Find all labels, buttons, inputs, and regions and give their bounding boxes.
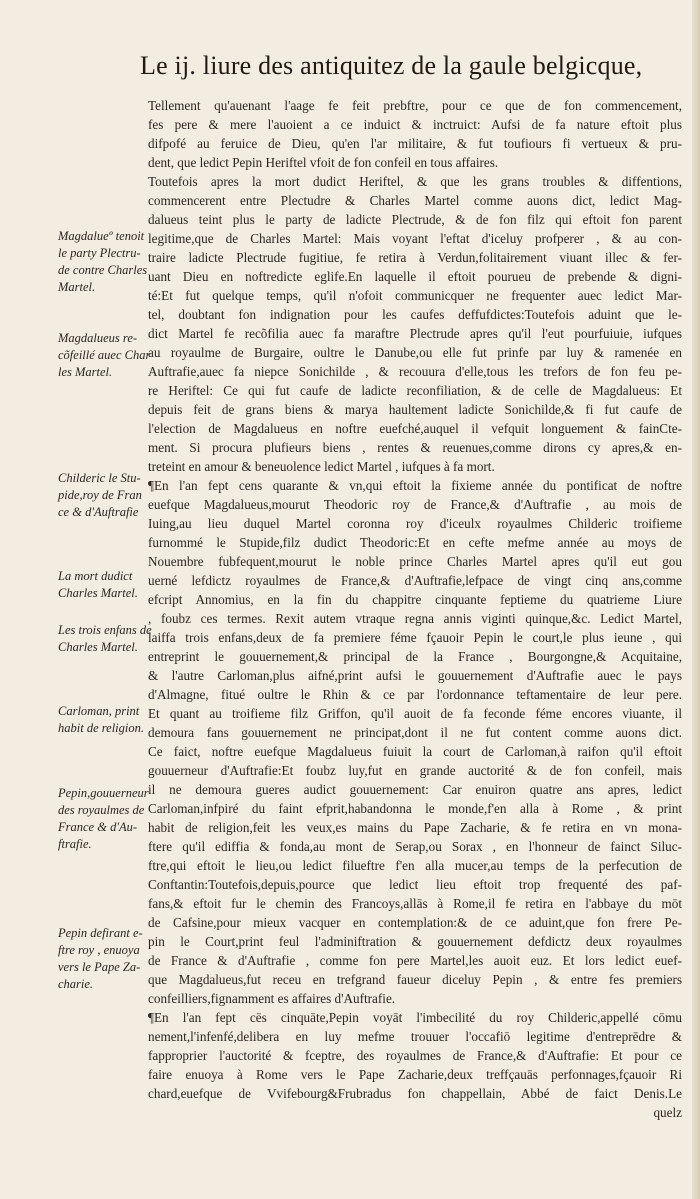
text-line: il ne demoura gueres audict gouuernement: Car enuiron quatre ans apres, ledict [148,782,682,797]
margin-note-line: pide,roy de Fran [58,488,142,502]
text-line: habit de religion,feit les veux,es mains du Pape Zacharie, & fe retira en vn mona- [148,820,682,835]
margin-note-line: ftrafie. [58,837,92,851]
margin-note-line: charie. [58,977,94,991]
text-line: faire enuoya à Rome vers le Pape Zacharie,deux treffçauās perfonnages,fçauoir Ri [148,1067,682,1082]
text-line: furnommé le Stupide,filz dudict Theodoric:Et en cefte mefme année au moys de [148,535,682,550]
text-line: commencerent entre Plectudre & Charles Martel comme auons dict, ledict Mag- [148,193,682,208]
text-line: legitime,que de Charles Martel: Mais voyant l'eftat d'iceluy profperer , & au con- [148,231,682,246]
margin-note-line: Pepin defirant e- [58,926,143,940]
text-line: gouuerneur d'Auftrafie:Et foubz luy,fut en grande auctorité & de fon confeil, mais [148,763,682,778]
text-line: dent, que ledict Pepin Heriftel vfoit de fon confeil en tous affaires. [148,155,499,170]
text-line: difpofé au feruice de Dieu, qu'en l'ar militaire, & fut toufiours fi vertueux & pru- [148,136,682,151]
text-line: Et quant au troifieme filz Griffon, qu'il auoit de fa feconde féme encores viuante, il [148,706,682,721]
text-line: & l'autre Carloman,plus aifné,print aufsi le gouuernement d'Auftrafie auec le pays [148,668,682,683]
margin-note-line: Martel. [58,280,96,294]
text-line: Toutefois apres la mort dudict Heriftel, & que les grans troubles & diffentions, [148,174,682,189]
text-line: Auftrafie,auec fa niepce Sonichilde , & recouura d'elle,tous les trefors de fon feu pe- [148,364,682,379]
text-line: demoura fans gouuernement ne principat,dont il ne fut content comme auons dict. [148,725,682,740]
margin-note-line: Magdalueus re- [58,331,138,345]
text-line: de Cafsine,pour mieux vacquer en contemplation:& de ce aduint,que fon frere Pe- [148,915,682,930]
margin-note-line: habit de religion. [58,721,144,735]
text-line: quelz [653,1105,682,1120]
running-header: Le ij. liure des antiquitez de la gaule belgicque, [140,51,643,80]
margin-note-line: Magdalueº tenoit [58,229,145,243]
text-line: laiffa trois enfans,deux de fa premiere féme fçauoir Pepin le court,le plus ieune , qui [148,630,682,645]
text-line: té:Et fut quelque temps, qu'il n'ofoit communicquer ne frequenter auec ledict Mar- [148,288,682,303]
margin-note-2 [58,330,151,381]
text-line: ftere qu'il ediffia & fonda,au mont de Serap,ou Sorax , en l'honneur de fainct Siluc- [148,839,682,854]
margin-note-line: France & d'Au- [58,820,138,834]
margin-note-line: La mort dudict [58,569,133,583]
text-line: depuis feit de grans biens & marya haultement ladicte Sonichilde,& fi fut caufe de [148,402,682,417]
text-line: efcript Annomius, en la fin du chappitre cinquante feptieme du quatrieme Liure [148,592,682,607]
text-line: pin le Court,print feul l'adminiftration & gouuernement defdictz deux royaulmes [148,934,682,949]
text-line: fes pere & mere l'auoient a ce induict & inctruict: Aufsi de fa nature eftoit plus [148,117,682,132]
text-line: Tellement qu'auenant l'aage fe feit prebftre, pour ce que de fon commencement, [148,98,682,113]
text-line: euefque Magdalueus,mourut Theodoric roy de France,& d'Auftrafie , au mois de [148,497,682,512]
margin-note-line: Childeric le Stu- [58,471,141,485]
margin-note-line: des royaulmes de [58,803,145,817]
text-line: fapproprier l'auctorité & fceptre, des royaulmes de France,& d'Auftrafie: Et pour ce [148,1048,682,1063]
margin-note-line: cõfeillé auec Char [58,348,151,362]
margin-note-line: de contre Charles [58,263,148,277]
text-line: l'election de Magdalueus en noftre euefché,auquel il vefquit longuement & fainCte- [148,421,682,436]
text-line: ¶En l'an fept cens quarante & vn,qui eftoit la fixieme année du pontificat de noftre [148,478,682,493]
text-line: nement,l'infenfé,delibera en luy mefme trouuer l'occafiō legitime d'entreprēdre & [148,1029,682,1044]
margin-note-line: le party Plectru- [58,246,141,260]
margin-note-line: Charles Martel. [58,640,138,654]
text-line: au royaulme de Burgaire, oultre le Danube,ou elle fut prinfe par luy & ramenée en [148,345,682,360]
text-line: Ce faict, noftre euefque Magdalueus fuiuit la court de Carloman,à raifon qu'il eftoit [148,744,682,759]
text-line: que Magdalueus,fut receu en trefgrand faueur diceluy Pepin , & entre fes premiers [148,972,682,987]
margin-note-line: les Martel. [58,365,113,379]
main-text-column [148,96,682,1122]
text-line: re Heriftel: Ce qui fut caufe de ladicte reconfiliation, & de celle de Magdalueus: Et [148,383,682,398]
margin-note-line: Charles Martel. [58,586,138,600]
margin-note-1 [58,228,148,296]
margin-note-line: ce & d'Auftrafie [58,505,139,519]
margin-note-line: vers le Pape Za- [58,960,141,974]
text-line: treteint en amour & beneuolence ledict Martel , iufques à fa mort. [148,459,495,474]
text-line: , foubz ces termes. Rexit autem vtraque regna annis viginti quinque,&c. Ledict Martel, [148,611,682,626]
page-edge [692,0,700,1199]
text-line: ftre,qui eftoit le lieu,ou ledict filueftre f'en alla mucer,au temps de la perfecution de [148,858,682,873]
margin-note-line: Pepin,gouuerneur [58,786,149,800]
margin-note-7 [58,785,148,853]
margin-note-3 [58,470,148,521]
text-line: ment. Si procura plufieurs biens , rentes & reuenues,comme dirons cy apres,& en- [148,440,682,455]
text-line: fans,& eftoit fur le chemin des Francoys,allās à Rome,il fe retira en l'abbaye du mōt [148,896,682,911]
text-line: d'Almagne, fitué oultre le Rhin & ce par l'ordonnance teftamentaire de leur pere. [148,687,682,702]
text-line: traire ladicte Plectrude fugitiue, fe retira à Verdun,folitairement viuant illec & fer- [148,250,682,265]
margin-note-5 [58,622,152,656]
text-line: Carloman,infpiré du faint efprit,habandonna le monde,f'en alla à Rome , & print [148,801,682,816]
text-line: de France & d'Auftrafie , comme fon pere Martel,les auoit euz. Et lors ledict euef- [148,953,682,968]
text-line: Iuing,au lieu duquel Martel coronna roy d'iceulx royaulmes Childeric troifieme [148,516,682,531]
margin-note-4 [58,568,148,602]
text-line: chard,euefque de Vvifebourg&Frubradus fon chappellain, Abbé de faict Denis.Le [148,1086,682,1101]
margin-note-6 [58,703,148,737]
margin-note-line: Les trois enfans de [58,623,152,637]
text-line: dalueus teint plus le party de ladicte Plectrude, & de fon filz qui eftoit fon parent [148,212,682,227]
margin-note-line: Carloman, print [58,704,140,718]
margin-note-8 [58,925,148,993]
text-line: tel, doubtant fon indignation pour les caufes deffufdictes:Toutefois aduint que le- [148,307,682,322]
text-line: Conftantin:Toutefois,depuis,pource que ledict lieu eftoit trop frequenté des paf- [148,877,682,892]
margin-note-line: ftre roy , enuoya [58,943,140,957]
text-line: uerné lefdictz royaulmes de France,& d'Auftrafie,lefpace de vingt cinq ans,comme [148,573,682,588]
text-line: dict Martel fe recõfilia auec fa maraftre Plectrude apres qu'il l'eut pourfuiuie, iufques [148,326,682,341]
text-line: uant Dieu en noftredicte eglife.En laquelle il eftoit pourueu de prebende & digni- [148,269,682,284]
text-line: ¶En l'an fept cēs cinquāte,Pepin voyāt l'imbecilité du roy Childeric,appellé cōmu [148,1010,682,1025]
text-line: confeilliers,fignamment es affaires d'Auftrafie. [148,991,396,1006]
text-line: entreprint le gouuernement,& principal de la France , Bourgongne,& Acquitaine, [148,649,682,664]
text-line: Nouembre fubfequent,mourut le noble prince Charles Martel apres qu'il eut gou [148,554,682,569]
